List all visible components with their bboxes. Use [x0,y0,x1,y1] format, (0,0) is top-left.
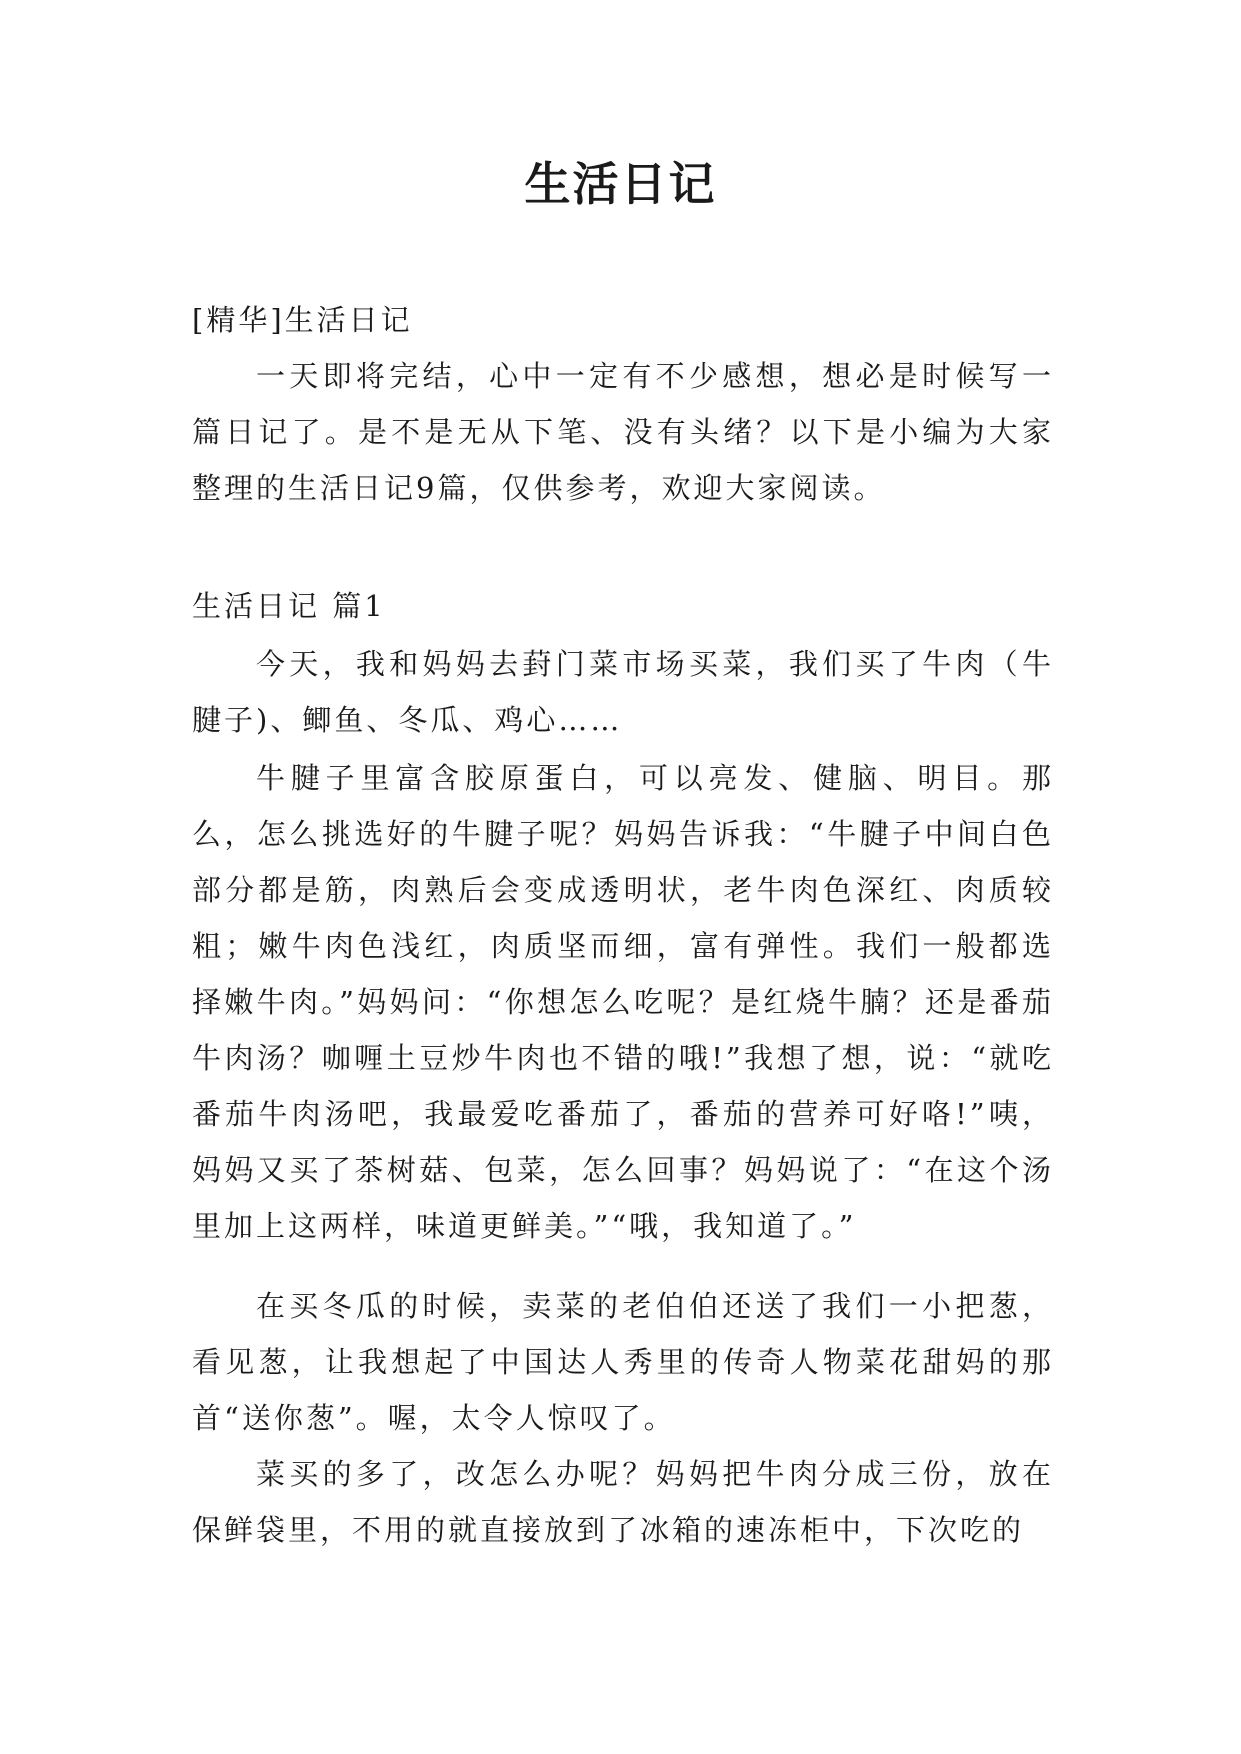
body-paragraph-4: 菜买的多了，改怎么办呢？妈妈把牛肉分成三份，放在保鲜袋里，不用的就直接放到了冰箱的速冻柜中，下次吃的 [192,1457,1054,1547]
section-heading: 生活日记 篇1 [192,589,386,623]
intro-paragraph: 一天即将完结，心中一定有不少感想，想必是时候写一篇日记了。是不是无从下笔、没有头绪？以下是小编为大家整理的生活日记9篇，仅供参考，欢迎大家阅读。 [192,359,1054,505]
document-subtitle: [精华]生活日记 [192,303,413,337]
body-paragraph-3: 在买冬瓜的时候，卖菜的老伯伯还送了我们一小把葱，看见葱，让我想起了中国达人秀里的传奇人物菜花甜妈的那首“送你葱”。喔，太令人惊叹了。 [192,1289,1054,1435]
body-paragraph-1: 今天，我和妈妈去葑门菜市场买菜，我们买了牛肉（牛腱子)、鲫鱼、冬瓜、鸡心…… [192,647,1054,737]
document-title: 生活日记 [524,157,717,211]
body-paragraph-2: 牛腱子里富含胶原蛋白，可以亮发、健脑、明目。那么，怎么挑选好的牛腱子呢？妈妈告诉我：“牛腱子中间白色部分都是筋，肉熟后会变成透明状，老牛肉色深红、肉质较粗；嫩牛肉色浅红，肉质坚而细，富有弹性。我们一般都选择嫩牛肉。”妈妈问：“你想怎么吃呢？是红烧牛腩？还是番茄牛肉汤？咖喱土豆炒牛肉也不错的哦!”我想了想，说：“就吃番茄牛肉汤吧，我最爱吃番茄了，番茄的营养可好咯!”咦，妈妈又买了茶树菇、包菜，怎么回事？妈妈说了：“在这个汤里加上这两样，味道更鲜美。”“哦，我知道了。” [192,761,1054,1243]
